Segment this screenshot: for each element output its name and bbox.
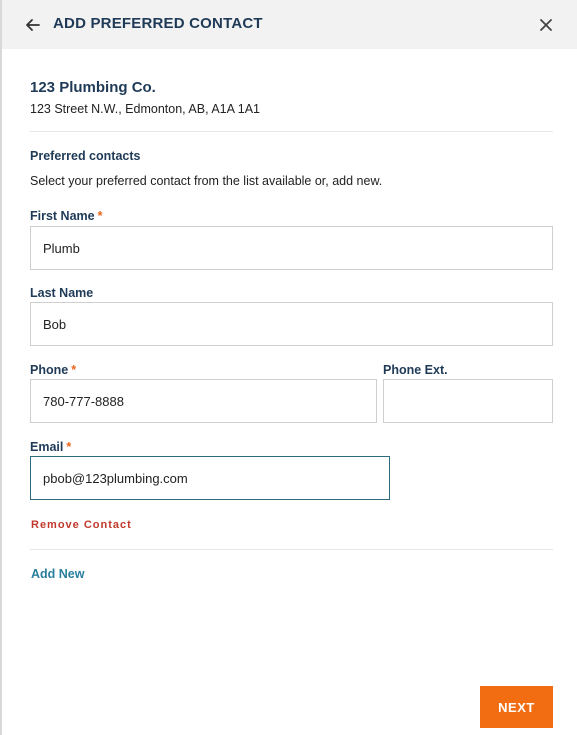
- arrow-left-icon[interactable]: [24, 16, 42, 34]
- remove-contact-link[interactable]: Remove Contact: [31, 519, 132, 531]
- divider: [30, 549, 553, 550]
- company-name: 123 Plumbing Co.: [30, 79, 156, 96]
- divider: [30, 131, 553, 132]
- required-mark: *: [71, 363, 77, 377]
- dialog-header: [2, 0, 577, 49]
- required-mark: *: [97, 209, 103, 223]
- email-input[interactable]: [30, 456, 390, 500]
- email-label-text: Email: [30, 440, 64, 454]
- add-new-link[interactable]: Add New: [31, 567, 85, 581]
- phone-ext-input[interactable]: [383, 379, 553, 423]
- first-name-input[interactable]: [30, 226, 553, 270]
- required-mark: *: [66, 440, 72, 454]
- dialog-title: ADD PREFERRED CONTACT: [53, 15, 263, 32]
- last-name-label: [30, 286, 93, 300]
- phone-ext-label-text: Phone Ext.: [383, 363, 448, 377]
- phone-label: [30, 363, 76, 377]
- next-button[interactable]: NEXT: [480, 686, 553, 728]
- last-name-input[interactable]: [30, 302, 553, 346]
- first-name-label-text: First Name: [30, 209, 95, 223]
- section-description: Select your preferred contact from the list available or, add new.: [30, 174, 383, 188]
- company-address: 123 Street N.W., Edmonton, AB, A1A 1A1: [30, 102, 260, 116]
- first-name-label: [30, 209, 102, 223]
- last-name-label-text: Last Name: [30, 286, 94, 300]
- email-label: [30, 440, 71, 454]
- section-title: Preferred contacts: [30, 149, 141, 163]
- close-icon[interactable]: [537, 16, 555, 34]
- phone-ext-label: [383, 363, 448, 377]
- phone-input[interactable]: [30, 379, 377, 423]
- phone-label-text: Phone: [30, 363, 69, 377]
